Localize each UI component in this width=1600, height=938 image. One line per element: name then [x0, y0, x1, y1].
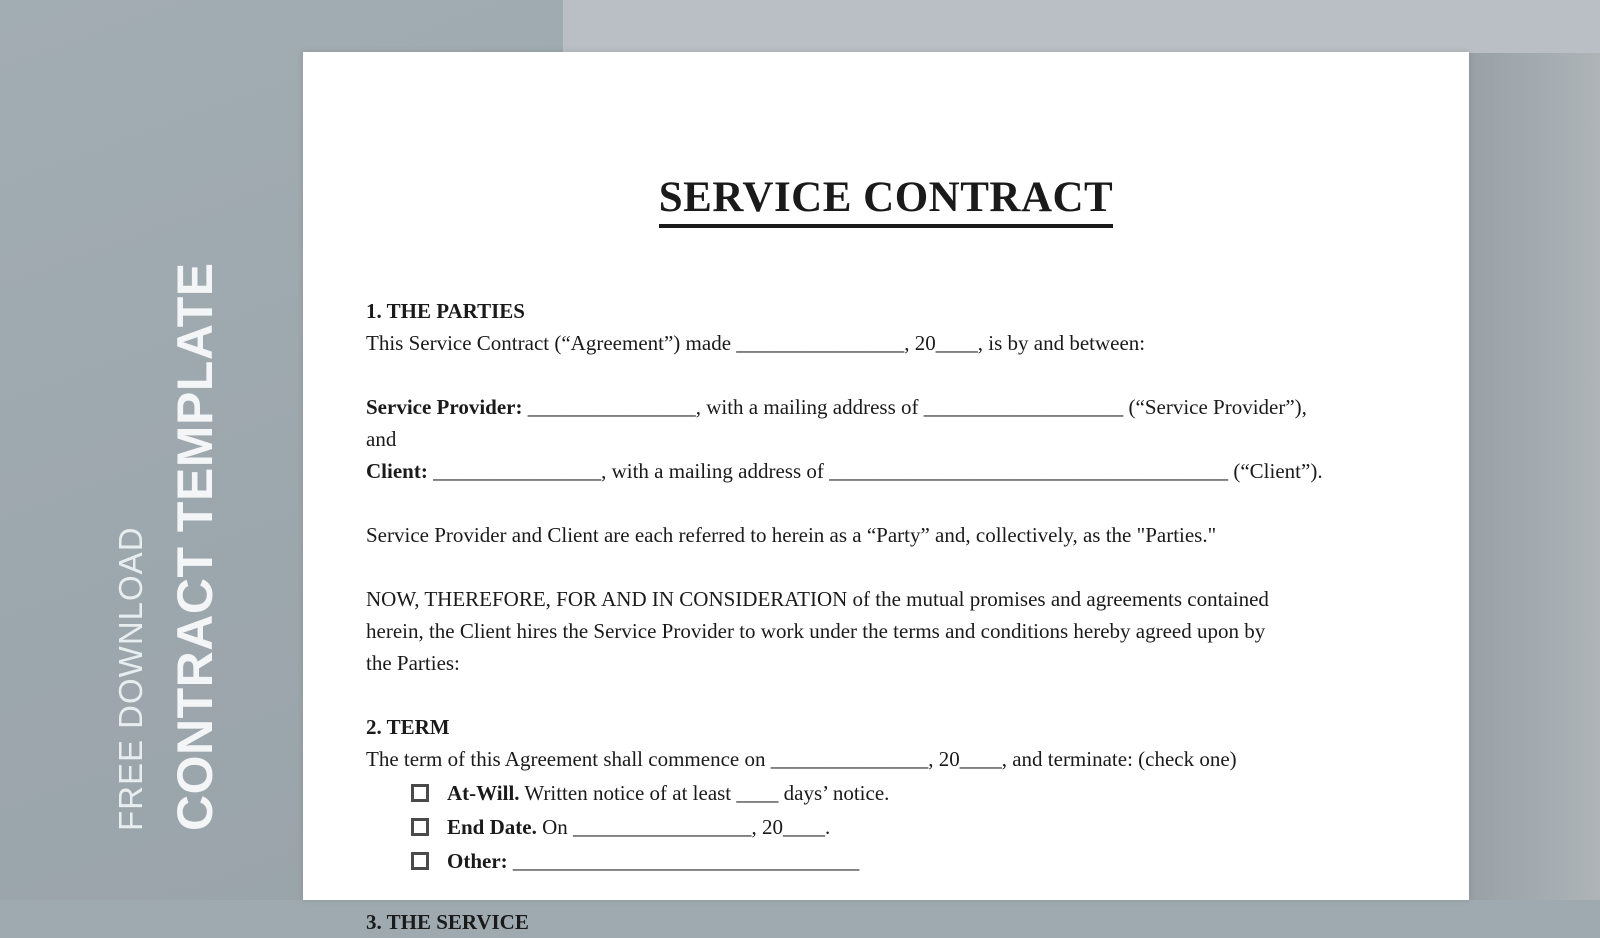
document-title [366, 174, 1406, 228]
watermark-contract-template: CONTRACT TEMPLATE [167, 262, 223, 831]
client-line [366, 455, 1406, 487]
parties-reference-paragraph: Service Provider and Client are each referred to herein as a “Party” and, collectively, as the "Parties." [366, 523, 1217, 547]
and-connector: and [366, 427, 397, 451]
term-option-other [411, 844, 1451, 878]
checkbox-at-will[interactable] [411, 784, 429, 802]
client-label: Client: [366, 459, 428, 483]
section-3-heading: 3. THE SERVICE [366, 910, 529, 934]
at-will-text: Written notice of at least ____ days’ notice. [524, 781, 890, 805]
section-1-intro: This Service Contract (“Agreement”) made ________________, 20____, is by and between: [366, 331, 1146, 355]
term-option-end-date [411, 810, 1451, 844]
at-will-label: At-Will. [447, 781, 520, 805]
background-right-strip [1469, 53, 1600, 900]
term-option-end-date-label [447, 810, 830, 844]
other-text: _________________________________ [512, 849, 860, 873]
section-2-heading: 2. TERM [366, 715, 450, 739]
end-date-label: End Date. [447, 815, 537, 839]
document-title-text: SERVICE CONTRACT [659, 174, 1113, 228]
client-line-text: ________________, with a mailing address of ______________________________________ (“Client”). [433, 459, 1323, 483]
term-option-other-label [447, 844, 859, 878]
provider-label: Service Provider: [366, 395, 523, 419]
consideration-line-1: NOW, THEREFORE, FOR AND IN CONSIDERATION of the mutual promises and agreements contained [366, 587, 1269, 611]
consideration-line-3: the Parties: [366, 651, 460, 675]
checkbox-other[interactable] [411, 852, 429, 870]
end-date-text: On _________________, 20____. [542, 815, 831, 839]
watermark-free-download: FREE DOWNLOAD [112, 526, 149, 831]
other-label: Other: [447, 849, 508, 873]
document-page [303, 52, 1469, 934]
provider-line-text: ________________, with a mailing address of ___________________ (“Service Provider”), [527, 395, 1307, 419]
background-top-band [563, 0, 1600, 53]
section-1-heading: 1. THE PARTIES [366, 299, 525, 323]
section-2-intro: The term of this Agreement shall commence on _______________, 20____, and terminate: (check one) [366, 747, 1237, 771]
provider-line [366, 391, 1406, 423]
checkbox-end-date[interactable] [411, 818, 429, 836]
term-option-at-will [411, 776, 1451, 810]
consideration-line-2: herein, the Client hires the Service Provider to work under the terms and conditions hereby agreed upon by [366, 619, 1266, 643]
term-option-at-will-label [447, 776, 889, 810]
